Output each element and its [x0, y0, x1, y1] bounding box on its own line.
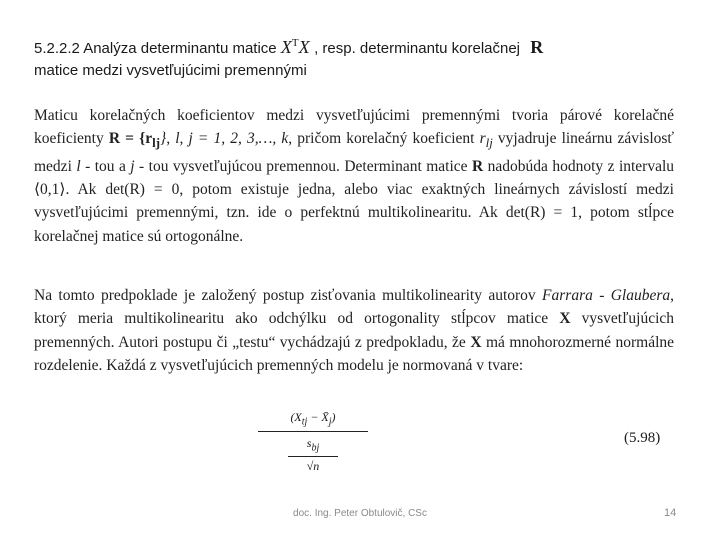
heading-mid: , resp. determinantu korelačnej [314, 40, 521, 57]
section-heading [34, 32, 694, 82]
equation-number: (5.98) [624, 430, 661, 446]
math-det-one: det(R) = 1 [505, 204, 579, 222]
formula-fraction-line [258, 431, 368, 432]
footer-author: doc. Ing. Peter Obtulovič, CSc [293, 508, 427, 519]
heading-matrix-r: R [530, 37, 544, 57]
paragraph-farrar-glauber: Na tomto predpoklade je založený postup zisťovania multikolinearity autorov Farrara - Glaubera, ktorý meria multikolinearitu ako odchýlku od ortogonality stĺpcov matice X vysvetľujúcich premenných. Autori postupu či „testu“ vychádzajú z predpokladu, že X má mnohorozmerné normálne rozdelenie. Každá z vysvetľujúcich premenných modelu je normovaná v tvare: [34, 287, 675, 374]
math-interval: ⟨0,1⟩ [34, 180, 66, 198]
heading-prefix: 5.2.2.2 Analýza determinantu matice [34, 40, 277, 57]
formula-den-bottom: √n [306, 458, 320, 473]
formula-den-top: $s_{bj}$ [306, 436, 320, 454]
formula-inner-fraction-line [288, 456, 338, 457]
heading-matrix-xtx: $X^TX$ [280, 37, 310, 57]
math-det-zero: det(R) = 0 [105, 180, 180, 198]
page-number: 14 [664, 507, 677, 519]
heading-line-2: matice medzi vysvetľujúcimi premennými [34, 62, 307, 79]
formula-numerator: ($X_{tj}$ − $X̄_j$) [290, 410, 336, 428]
authors-name: Farrara - Glaubera [542, 287, 671, 304]
heading-line-1 [34, 32, 694, 60]
math-r-set: $R = \{r_{lj}$ [108, 130, 160, 151]
math-rlj: $r_{lj}$ [479, 130, 493, 151]
formula-denominator [258, 436, 368, 473]
normalization-formula [258, 410, 368, 474]
paragraph-correlation-matrix: Maticu korelačných koeficientov medzi vysvetľujúcimi premennými tvoria párové korelačné koeficienty $R = \{r_{lj}\}$, l, j = 1, 2, 3,…, k, pričom korelačný koeficient $r_{lj}$ vyjadruje lineárnu závislosť medzi l - tou a j - tou vysvetľujúcou premennou. Determinant matice R nadobúda hodnoty z intervalu ⟨0,1⟩. Ak det(R) = 0, potom existuje jedna, alebo viac exaktných lineárnych závislostí medzi vysvetľujúcimi premennými, tzn. ide o perfektnú multikolinearitu. Ak det(R) = 1, potom stĺpce korelačnej matice sú ortogonálne. [34, 107, 675, 245]
